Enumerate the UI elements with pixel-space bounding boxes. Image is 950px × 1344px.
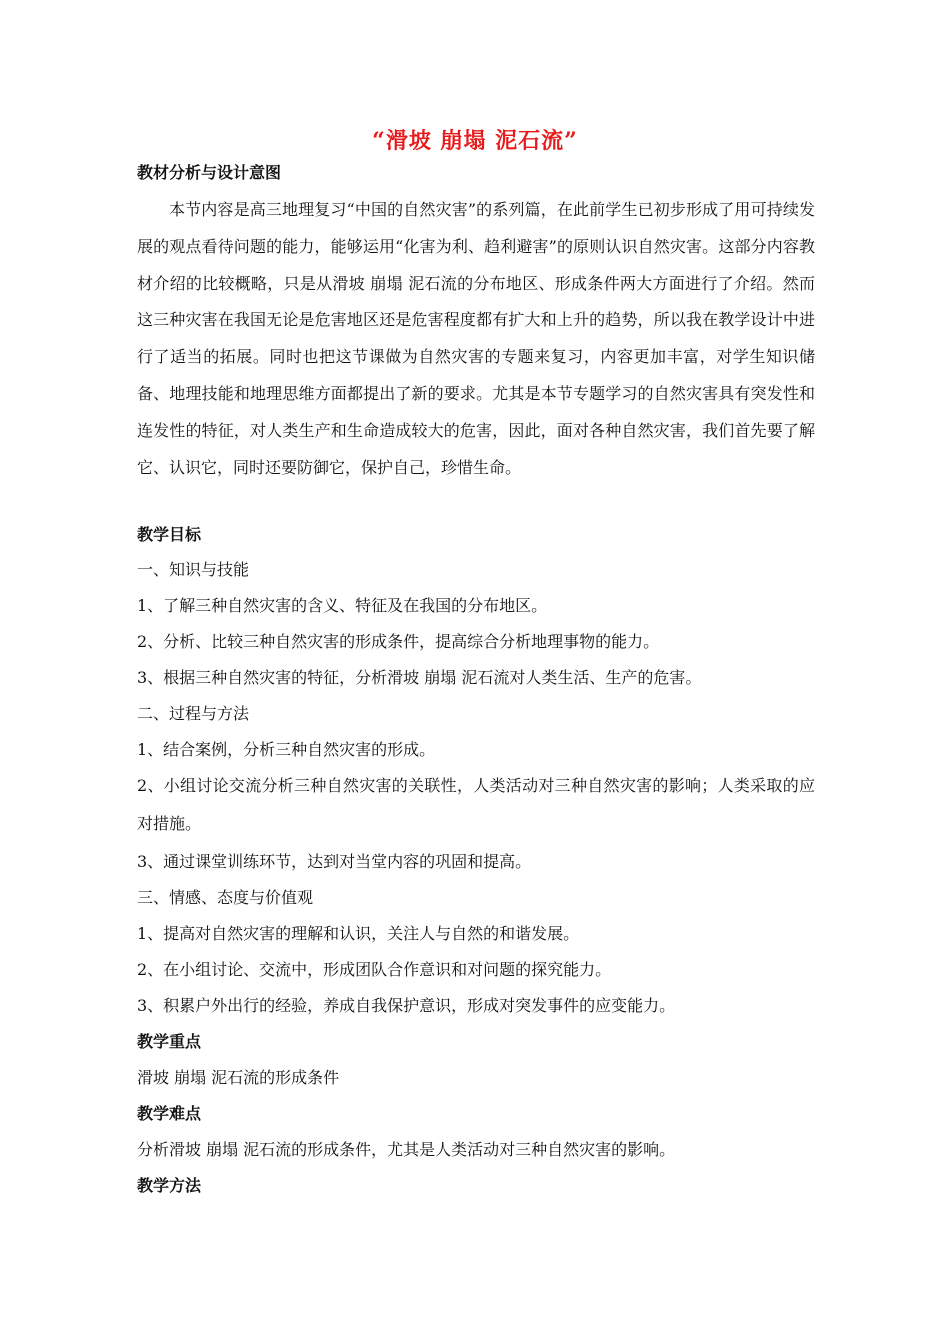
section-heading-key-points: 教学重点: [137, 1032, 202, 1051]
knowledge-item: 2、分析、比较三种自然灾害的形成条件，提高综合分析地理事物的能力。: [137, 632, 660, 651]
emotion-item: 2、在小组讨论、交流中，形成团队合作意识和对问题的探究能力。: [137, 960, 612, 979]
process-item: 3、通过课堂训练环节，达到对当堂内容的巩固和提高。: [137, 852, 532, 871]
section-heading-methods: 教学方法: [137, 1176, 202, 1195]
process-item: 1、结合案例，分析三种自然灾害的形成。: [137, 740, 436, 759]
key-points-text: 滑坡 崩塌 泥石流的形成条件: [137, 1068, 340, 1087]
knowledge-item: 1、了解三种自然灾害的含义、特征及在我国的分布地区。: [137, 596, 548, 615]
subheading-emotion: 三、情感、态度与价值观: [137, 888, 314, 907]
analysis-paragraph: 本节内容是高三地理复习“中国的自然灾害”的系列篇，在此前学生已初步形成了用可持续发展的观点看待问题的能力，能够运用“化害为利、趋利避害”的原则认识自然灾害。这部分内容教材介绍的比较概略，只是从滑坡 崩塌 泥石流的分布地区、形成条件两大方面进行了介绍。然而这三种灾害在我国无论是危害地区还是危害程度都有扩大和上升的趋势，所以我在教学设计中进行了适当的拓展。同时也把这节课做为自然灾害的专题来复习，内容更加丰富，对学生知识储备、地理技能和地理思维方面都提出了新的要求。尤其是本节专题学习的自然灾害具有突发性和连发性的特征，对人类生产和生命造成较大的危害，因此，面对各种自然灾害，我们首先要了解它、认识它，同时还要防御它，保护自己，珍惜生命。: [137, 200, 815, 477]
subheading-process: 二、过程与方法: [137, 704, 250, 723]
page-title: “滑坡 崩塌 泥石流”: [372, 128, 578, 154]
knowledge-item: 3、根据三种自然灾害的特征，分析滑坡 崩塌 泥石流对人类生活、生产的危害。: [137, 668, 702, 687]
section-heading-analysis: 教材分析与设计意图: [137, 163, 282, 182]
process-item: 2、小组讨论交流分析三种自然灾害的关联性，人类活动对三种自然灾害的影响；人类采取的应对措施。: [137, 776, 815, 833]
emotion-item: 1、提高对自然灾害的理解和认识，关注人与自然的和谐发展。: [137, 924, 580, 943]
subheading-knowledge: 一、知识与技能: [137, 560, 250, 579]
difficulties-text: 分析滑坡 崩塌 泥石流的形成条件，尤其是人类活动对三种自然灾害的影响。: [137, 1140, 676, 1159]
section-heading-objectives: 教学目标: [137, 525, 202, 544]
emotion-item: 3、积累户外出行的经验，养成自我保护意识，形成对突发事件的应变能力。: [137, 996, 676, 1015]
section-heading-difficulties: 教学难点: [137, 1104, 202, 1123]
